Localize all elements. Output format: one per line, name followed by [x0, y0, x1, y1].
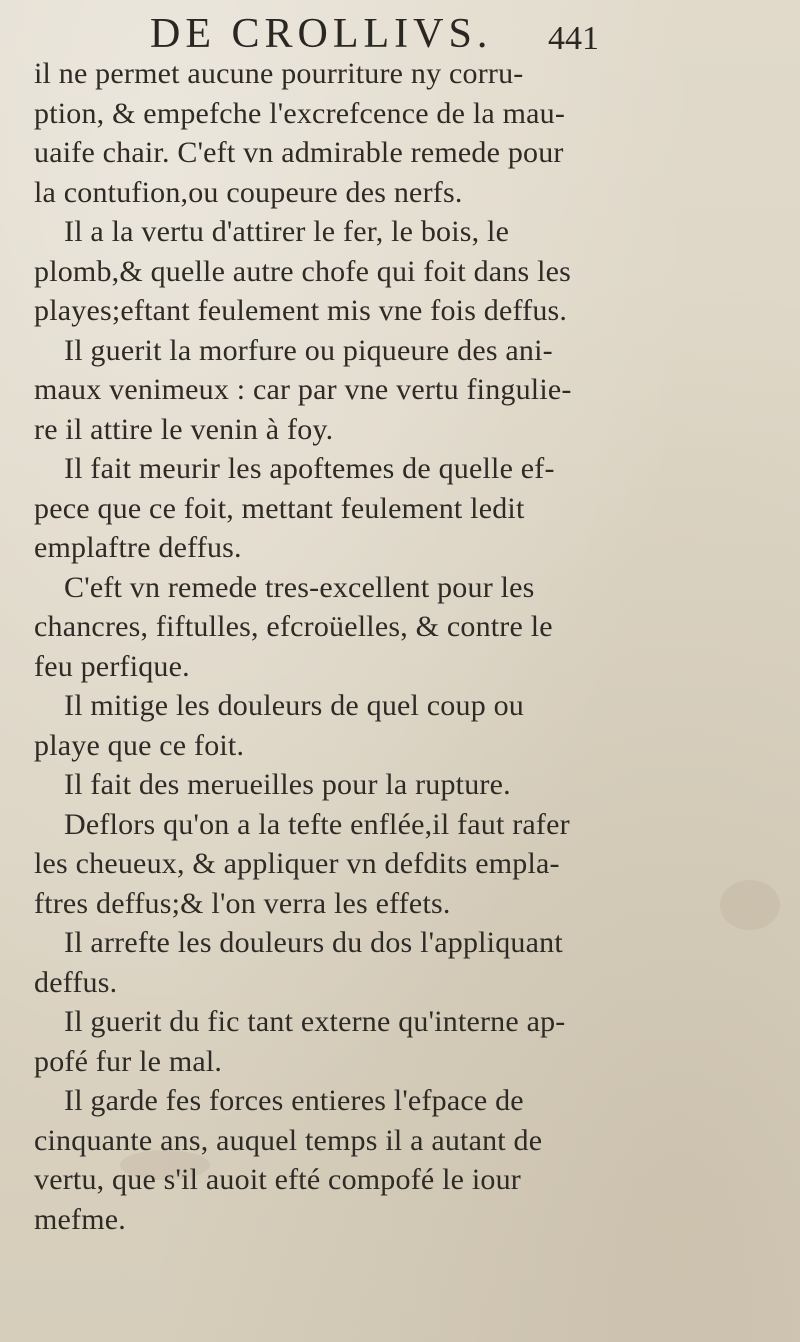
text-line: Il guerit du fic tant externe qu'interne ap-: [64, 1005, 566, 1038]
text-line: playes;eftant feulement mis vne fois deffus.: [34, 294, 568, 327]
running-head: DE CROLLIVS.: [150, 11, 493, 57]
text-line: Il guerit la morfure ou piqueure des ani-: [64, 333, 553, 367]
text-line: maux venimeux : car par vne vertu fingulie-: [34, 373, 572, 406]
body-text: [34, 54, 634, 1239]
page-number: 441: [548, 20, 599, 57]
text-line: Il arrefte les douleurs du dos l'appliquant: [64, 926, 563, 959]
text-line: playe que ce foit.: [34, 728, 245, 762]
text-line: ftres deffus;& l'on verra les effets.: [34, 886, 451, 920]
text-line: pece que ce foit, mettant feulement ledit: [34, 491, 525, 525]
text-line: mefme.: [34, 1202, 126, 1236]
text-line: deffus.: [34, 965, 118, 999]
text-line: Il garde fes forces entieres l'efpace de: [64, 1084, 524, 1117]
text-line: les cheueux, & appliquer vn defdits empla-: [34, 847, 560, 880]
text-line: Il fait des merueilles pour la rupture.: [64, 768, 511, 801]
text-line: uaife chair. C'eft vn admirable remede pour: [34, 136, 564, 169]
text-line: emplaftre deffus.: [34, 531, 242, 564]
text-line: plomb,& quelle autre chofe qui foit dans les: [34, 254, 571, 288]
text-line: C'eft vn remede tres-excellent pour les: [64, 570, 535, 604]
text-line: vertu, que s'il auoit efté compofé le iour: [34, 1163, 521, 1196]
text-line: feu perfique.: [34, 649, 190, 683]
text-line: re il attire le venin à foy.: [34, 412, 334, 446]
text-line: Il mitige les douleurs de quel coup ou: [64, 689, 525, 722]
text-line: Deflors qu'on a la tefte enflée,il faut rafer: [64, 807, 570, 841]
text-line: ption, & empefche l'excrefcence de la mau-: [34, 96, 566, 130]
text-line: chancres, fiftulles, efcroüelles, & contre le: [34, 610, 553, 643]
text-line: la contufion,ou coupeure des nerfs.: [34, 175, 463, 209]
paper-stain: [720, 880, 780, 930]
text-line: pofé fur le mal.: [34, 1044, 223, 1078]
text-line: il ne permet aucune pourriture ny corru-: [34, 57, 524, 90]
text-line: Il a la vertu d'attirer le fer, le bois, le: [64, 215, 510, 248]
text-line: Il fait meurir les apoftemes de quelle ef-: [64, 452, 555, 485]
text-line: cinquante ans, auquel temps il a autant de: [34, 1123, 543, 1157]
